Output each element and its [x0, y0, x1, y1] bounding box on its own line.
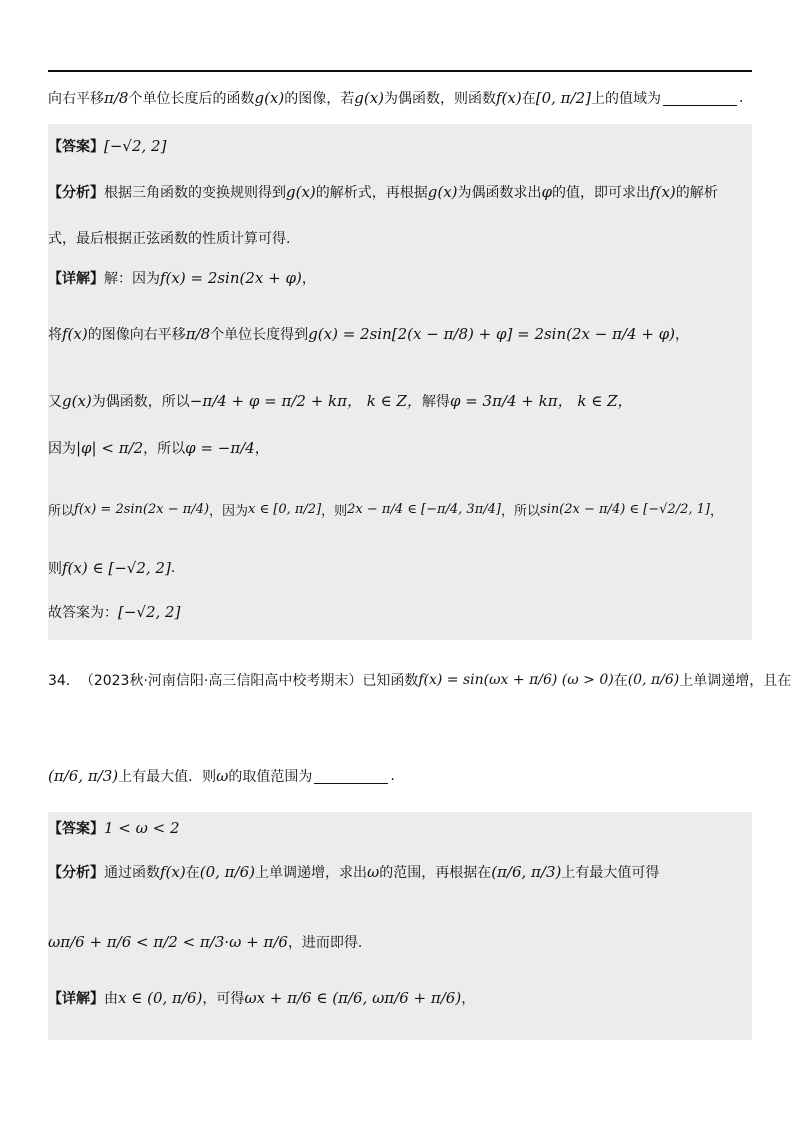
detail-l2-math: g(x) = 2sin[2(x − π/8) + φ] = 2sin(2x − π/4 + φ): [308, 325, 676, 343]
detail-l5-math3: 2x − π/4 ∈ [−π/4, 3π/4]: [347, 502, 501, 517]
detail-label-2: 【详解】: [48, 991, 104, 1007]
analysis-row-2: [48, 862, 659, 882]
a2-text-5: 上有最大值可得: [561, 865, 660, 881]
detail-l1-math: f(x) = 2sin(2x + φ): [160, 269, 302, 287]
a2-text-2: 在: [185, 865, 200, 881]
detail-l5-math4: sin(2x − π/4) ∈ [−√2/2, 1]: [539, 502, 710, 517]
intro-text-6: 上的值域为: [590, 91, 661, 107]
detail-line-2: [48, 324, 689, 344]
detail-line-7: [48, 602, 180, 622]
detail-l2-end: ，: [675, 327, 690, 343]
detail-l7-a: 故答案为：: [48, 605, 118, 621]
intro-text-5: 在: [521, 91, 536, 107]
analysis-text-5: 的解析: [675, 185, 718, 201]
detail-l3-c: 解得: [421, 393, 450, 410]
detail-row-2: [48, 988, 475, 1008]
answer-row-2: [48, 818, 180, 838]
answer-label: 【答案】: [48, 139, 104, 155]
detail-l4-end: ，: [254, 441, 269, 457]
detail-line-4: [48, 438, 269, 458]
intro-text-2: 个单位长度后的函数: [128, 91, 255, 107]
analysis-row-1: [48, 182, 718, 202]
detail-l5-b: ，因为: [209, 504, 249, 519]
detail-l4-math1: |φ| < π/2: [76, 439, 144, 457]
analysis-math-f: f(x): [650, 183, 676, 201]
detail-l3-math2: φ = 3π/4 + kπ: [449, 391, 558, 410]
detail-l5-a: 所以: [48, 504, 75, 519]
d2-math-2: ωx + π/6 ∈ (π/6, ωπ/6 + π/6): [244, 989, 462, 1007]
d2-text-1: 由: [104, 991, 118, 1007]
q34-math-omega: ω: [216, 767, 229, 785]
d2-text-2: ，可得: [202, 991, 245, 1007]
d2-text-3: ，: [461, 991, 476, 1007]
analysis-text-2: 的解析式，再根据: [315, 185, 428, 201]
intro-line: [48, 88, 743, 108]
detail-l3-b: 为偶函数，所以: [91, 393, 190, 410]
q34-math-int1: (0, π/6): [627, 672, 680, 688]
analysis-math-g: g(x): [286, 183, 316, 201]
detail-l2-math-f: f(x): [62, 325, 88, 343]
q34-text-1: 已知函数: [362, 673, 419, 689]
page-top-rule: [48, 70, 752, 72]
detail-l1-text: 解：因为: [104, 271, 160, 287]
analysis-text-4: 的值，即可求出: [552, 185, 651, 201]
q34-text-2: 在: [613, 673, 628, 689]
a2-text-1: 通过函数: [104, 865, 160, 881]
detail-l5-end: ，: [709, 504, 723, 519]
intro-math-interval: [0, π/2]: [535, 89, 591, 107]
detail-l2-shift: π/8: [185, 325, 211, 343]
detail-l3-math1: −π/4 + φ = π/2 + kπ: [189, 391, 348, 410]
detail-l3-k1: ， k ∈ Z，: [347, 392, 422, 410]
a2-math-ineq: ωπ/6 + π/6 < π/2 < π/3·ω + π/6: [48, 933, 288, 951]
answer-label-2: 【答案】: [48, 821, 104, 837]
q34-text-5: 的取值范围为: [228, 769, 313, 785]
analysis-label: 【分析】: [48, 185, 104, 201]
a2-math-f: f(x): [160, 863, 186, 881]
a2-text-3: 上单调递增，求出: [254, 865, 367, 881]
answer-blank: [663, 91, 737, 106]
detail-l3-k2: ， k ∈ Z，: [557, 392, 633, 410]
detail-l6-math: f(x) ∈ [−√2, 2]: [62, 559, 171, 577]
answer-row-1: [48, 136, 166, 156]
a2-math-int1: (0, π/6): [199, 863, 255, 881]
analysis-text-3: 为偶函数求出: [457, 185, 542, 201]
detail-l3-a: 又: [48, 393, 62, 410]
detail-l3-math-g: g(x): [62, 391, 92, 410]
q34-math-int2: (π/6, π/3): [48, 767, 119, 785]
detail-l4-math2: φ = −π/4: [185, 439, 255, 457]
detail-line-6: [48, 558, 175, 578]
analysis-text-6: 式，最后根据正弦函数的性质计算可得.: [48, 231, 291, 247]
detail-l2-a: 将: [48, 327, 62, 343]
detail-l6-end: .: [170, 560, 176, 576]
question-34-line-2: [48, 766, 395, 786]
detail-line-1: [48, 268, 316, 288]
analysis-row-2b: [48, 932, 362, 952]
detail-line-3: [48, 390, 633, 411]
answer-blank-34: [314, 769, 388, 784]
q34-text-4: 上有最大值．则: [118, 769, 217, 785]
analysis-text-1: 根据三角函数的变换规则得到: [104, 185, 286, 201]
detail-l4-a: 因为: [48, 441, 76, 457]
question-source: （2023秋·河南信阳·高三信阳高中校考期末）: [79, 673, 363, 689]
detail-l5-d: ，所以: [500, 504, 540, 519]
a2-text-4: 的范围，再根据在: [379, 865, 492, 881]
intro-text-1: 向右平移: [48, 91, 104, 107]
analysis-math-phi: φ: [541, 183, 553, 201]
question-number: 34．: [48, 673, 80, 689]
analysis-row-1b: [48, 228, 290, 248]
detail-l5-math2: x ∈ [0, π/2]: [248, 502, 322, 517]
analysis-math-g-2: g(x): [427, 183, 458, 201]
intro-text-4: 为偶函数，则函数: [384, 91, 496, 107]
a2-math-int2: (π/6, π/3): [491, 863, 562, 881]
detail-l6-a: 则: [48, 561, 62, 577]
q34-text-6: .: [390, 768, 395, 784]
detail-l2-b: 的图像向右平移: [87, 327, 186, 343]
intro-text-7: .: [738, 90, 744, 106]
q34-math-f: f(x) = sin(ωx + π/6) (ω > 0): [418, 672, 614, 688]
detail-line-5: [48, 500, 723, 519]
intro-math-g-2: g(x): [354, 89, 384, 107]
answer-value: [−√2, 2]: [104, 137, 167, 155]
intro-math-g: g(x): [254, 89, 285, 107]
detail-l5-c: ，则: [321, 504, 348, 519]
q34-text-3: 上单调递增，且在: [679, 673, 792, 689]
detail-l4-b: ，所以: [143, 441, 186, 457]
detail-l7-math: [−√2, 2]: [118, 603, 181, 621]
intro-text-3: 的图像，若: [284, 91, 355, 107]
a2-math-omega: ω: [366, 863, 380, 881]
analysis-label-2: 【分析】: [48, 865, 104, 881]
d2-math-1: x ∈ (0, π/6): [118, 989, 203, 1007]
intro-math-shift: π/8: [104, 89, 129, 107]
answer-value-2: 1 < ω < 2: [104, 819, 180, 837]
detail-l5-math1: f(x) = 2sin(2x − π/4): [74, 502, 210, 517]
intro-math-f: f(x): [496, 89, 522, 107]
detail-l1-end: ，: [301, 271, 316, 287]
solution-panel-2: [48, 812, 752, 1040]
solution-panel-1: [48, 124, 752, 640]
a2-text-6: ，进而即得.: [287, 935, 363, 951]
detail-label: 【详解】: [48, 271, 104, 287]
question-34-line-1: [48, 670, 791, 690]
detail-l2-c: 个单位长度得到: [210, 327, 309, 343]
